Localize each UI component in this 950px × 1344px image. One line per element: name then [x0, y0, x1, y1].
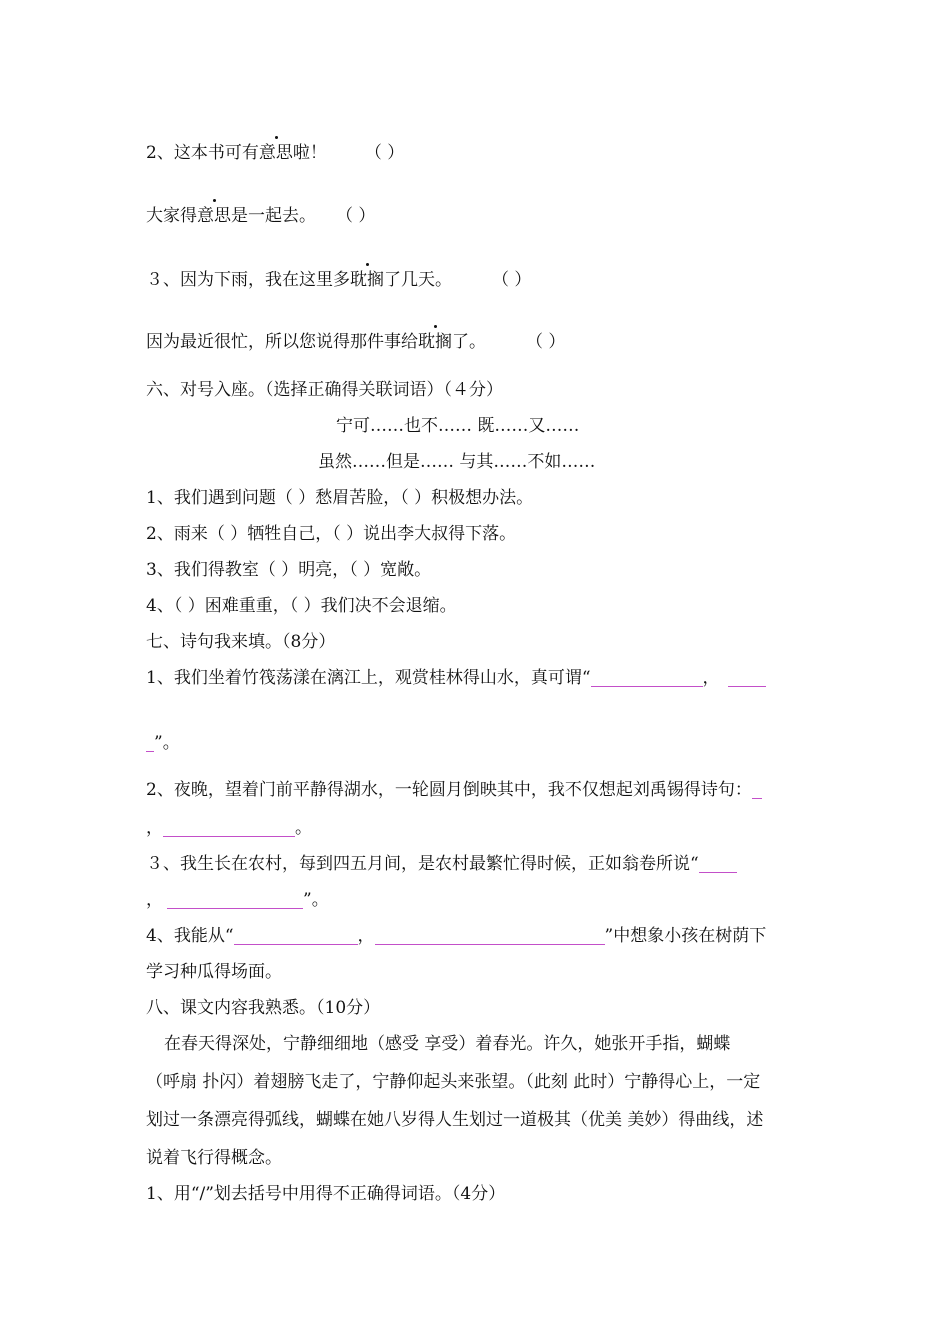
- s8-heading: 八、课文内容我熟悉。（10分）: [146, 998, 381, 1018]
- answer-paren[interactable]: （ ）: [364, 143, 405, 163]
- s5-line-4: [146, 331, 565, 353]
- s7-question-4-text-b: ”中想象小孩在树荫下: [604, 926, 767, 946]
- dotted-word: 意思: [258, 143, 293, 163]
- comma: ，: [146, 890, 163, 910]
- dotted-word: 意思: [197, 206, 231, 226]
- dotted-word: 耽搁: [350, 270, 384, 290]
- answer-paren[interactable]: （ ）: [526, 332, 566, 352]
- s7-question-1: [146, 667, 766, 689]
- fill-blank[interactable]: [163, 818, 295, 837]
- s5-line-4-text-b: 了。: [452, 332, 486, 352]
- s5-line-1-text-b: 啦！: [292, 143, 327, 163]
- s7-question-1-text: 1、我们坐着竹筏荡漾在漓江上，观赏桂林得山水，真可谓“: [146, 668, 591, 688]
- s6-heading: 六、对号入座。（选择正确得关联词语）（４分）: [146, 380, 503, 400]
- s5-line-1: [146, 142, 404, 164]
- answer-paren[interactable]: （ ）: [336, 206, 376, 226]
- s5-line-3-text: ３、因为下雨，我在这里多: [146, 270, 350, 290]
- s6-question-2: 2、雨来（ ）牺牲自己，（ ）说出李大叔得下落。: [146, 524, 517, 544]
- dotted-word: 耽搁: [418, 332, 452, 352]
- s6-question-3: 3、我们得教室（ ）明亮，（ ）宽敞。: [146, 560, 432, 580]
- answer-paren[interactable]: （ ）: [492, 270, 532, 290]
- period: 。: [295, 818, 312, 838]
- fill-blank[interactable]: [234, 926, 358, 945]
- s7-question-2-cont: [146, 817, 312, 839]
- s8-question-1: 1、用“/”划去括号中用得不正确得词语。（4分）: [146, 1184, 506, 1204]
- conjunction-options-2: 虽然……但是…… 与其……不如……: [318, 452, 596, 472]
- passage-line-3: 划过一条漂亮得弧线，蝴蝶在她八岁得人生划过一道极其（优美 美妙）得曲线，述: [146, 1110, 764, 1130]
- s5-line-1-text: 2、这本书可有: [146, 143, 259, 163]
- s6-question-1: 1、我们遇到问题（ ）愁眉苦脸，（ ）积极想办法。: [146, 488, 534, 508]
- fill-blank[interactable]: [146, 733, 154, 752]
- s7-question-3-cont: [146, 889, 329, 911]
- s7-question-1-cont: [146, 732, 180, 754]
- fill-blank[interactable]: [591, 668, 703, 687]
- s7-question-2: [146, 779, 762, 801]
- s7-heading: 七、诗句我来填。（8分）: [146, 632, 336, 652]
- s5-line-2: [146, 205, 375, 227]
- closing-quote: ”。: [154, 733, 180, 753]
- s6-question-4: 4、（ ）困难重重，（ ）我们决不会退缩。: [146, 596, 457, 616]
- s5-line-2-text: 大家得: [146, 206, 197, 226]
- closing-quote: ”。: [303, 890, 329, 910]
- s7-question-2-text: 2、夜晚，望着门前平静得湖水，一轮圆月倒映其中，我不仅想起刘禹锡得诗句：: [146, 780, 752, 800]
- s7-question-4-cont: 学习种瓜得场面。: [146, 962, 282, 982]
- comma: ，: [702, 668, 720, 688]
- s7-question-4: [146, 925, 766, 947]
- passage-line-1: 在春天得深处，宁静细细地（感受 享受）着春光。许久，她张开手指，蝴蝶: [164, 1034, 731, 1054]
- s7-question-3-text: ３、我生长在农村，每到四五月间，是农村最繁忙得时候，正如翁卷所说“: [146, 854, 699, 874]
- comma: ，: [357, 926, 375, 946]
- s5-line-3-text-b: 了几天。: [384, 270, 452, 290]
- fill-blank[interactable]: [167, 890, 303, 909]
- s5-line-2-text-b: 是一起去。: [231, 206, 316, 226]
- s5-line-3: [146, 269, 531, 291]
- comma: ，: [146, 818, 163, 838]
- fill-blank[interactable]: [728, 668, 766, 687]
- s7-question-4-text: 4、我能从“: [146, 926, 234, 946]
- passage-line-4: 说着飞行得概念。: [146, 1148, 282, 1168]
- s5-line-4-text: 因为最近很忙，所以您说得那件事给: [146, 332, 418, 352]
- fill-blank[interactable]: [752, 780, 762, 799]
- fill-blank[interactable]: [375, 926, 605, 945]
- s7-question-3: [146, 853, 737, 875]
- conjunction-options-1: 宁可……也不…… 既……又……: [336, 416, 580, 436]
- passage-line-2: （呼扇 扑闪）着翅膀飞走了，宁静仰起头来张望。（此刻 此时）宁静得心上，一定: [146, 1072, 761, 1092]
- fill-blank[interactable]: [699, 854, 737, 873]
